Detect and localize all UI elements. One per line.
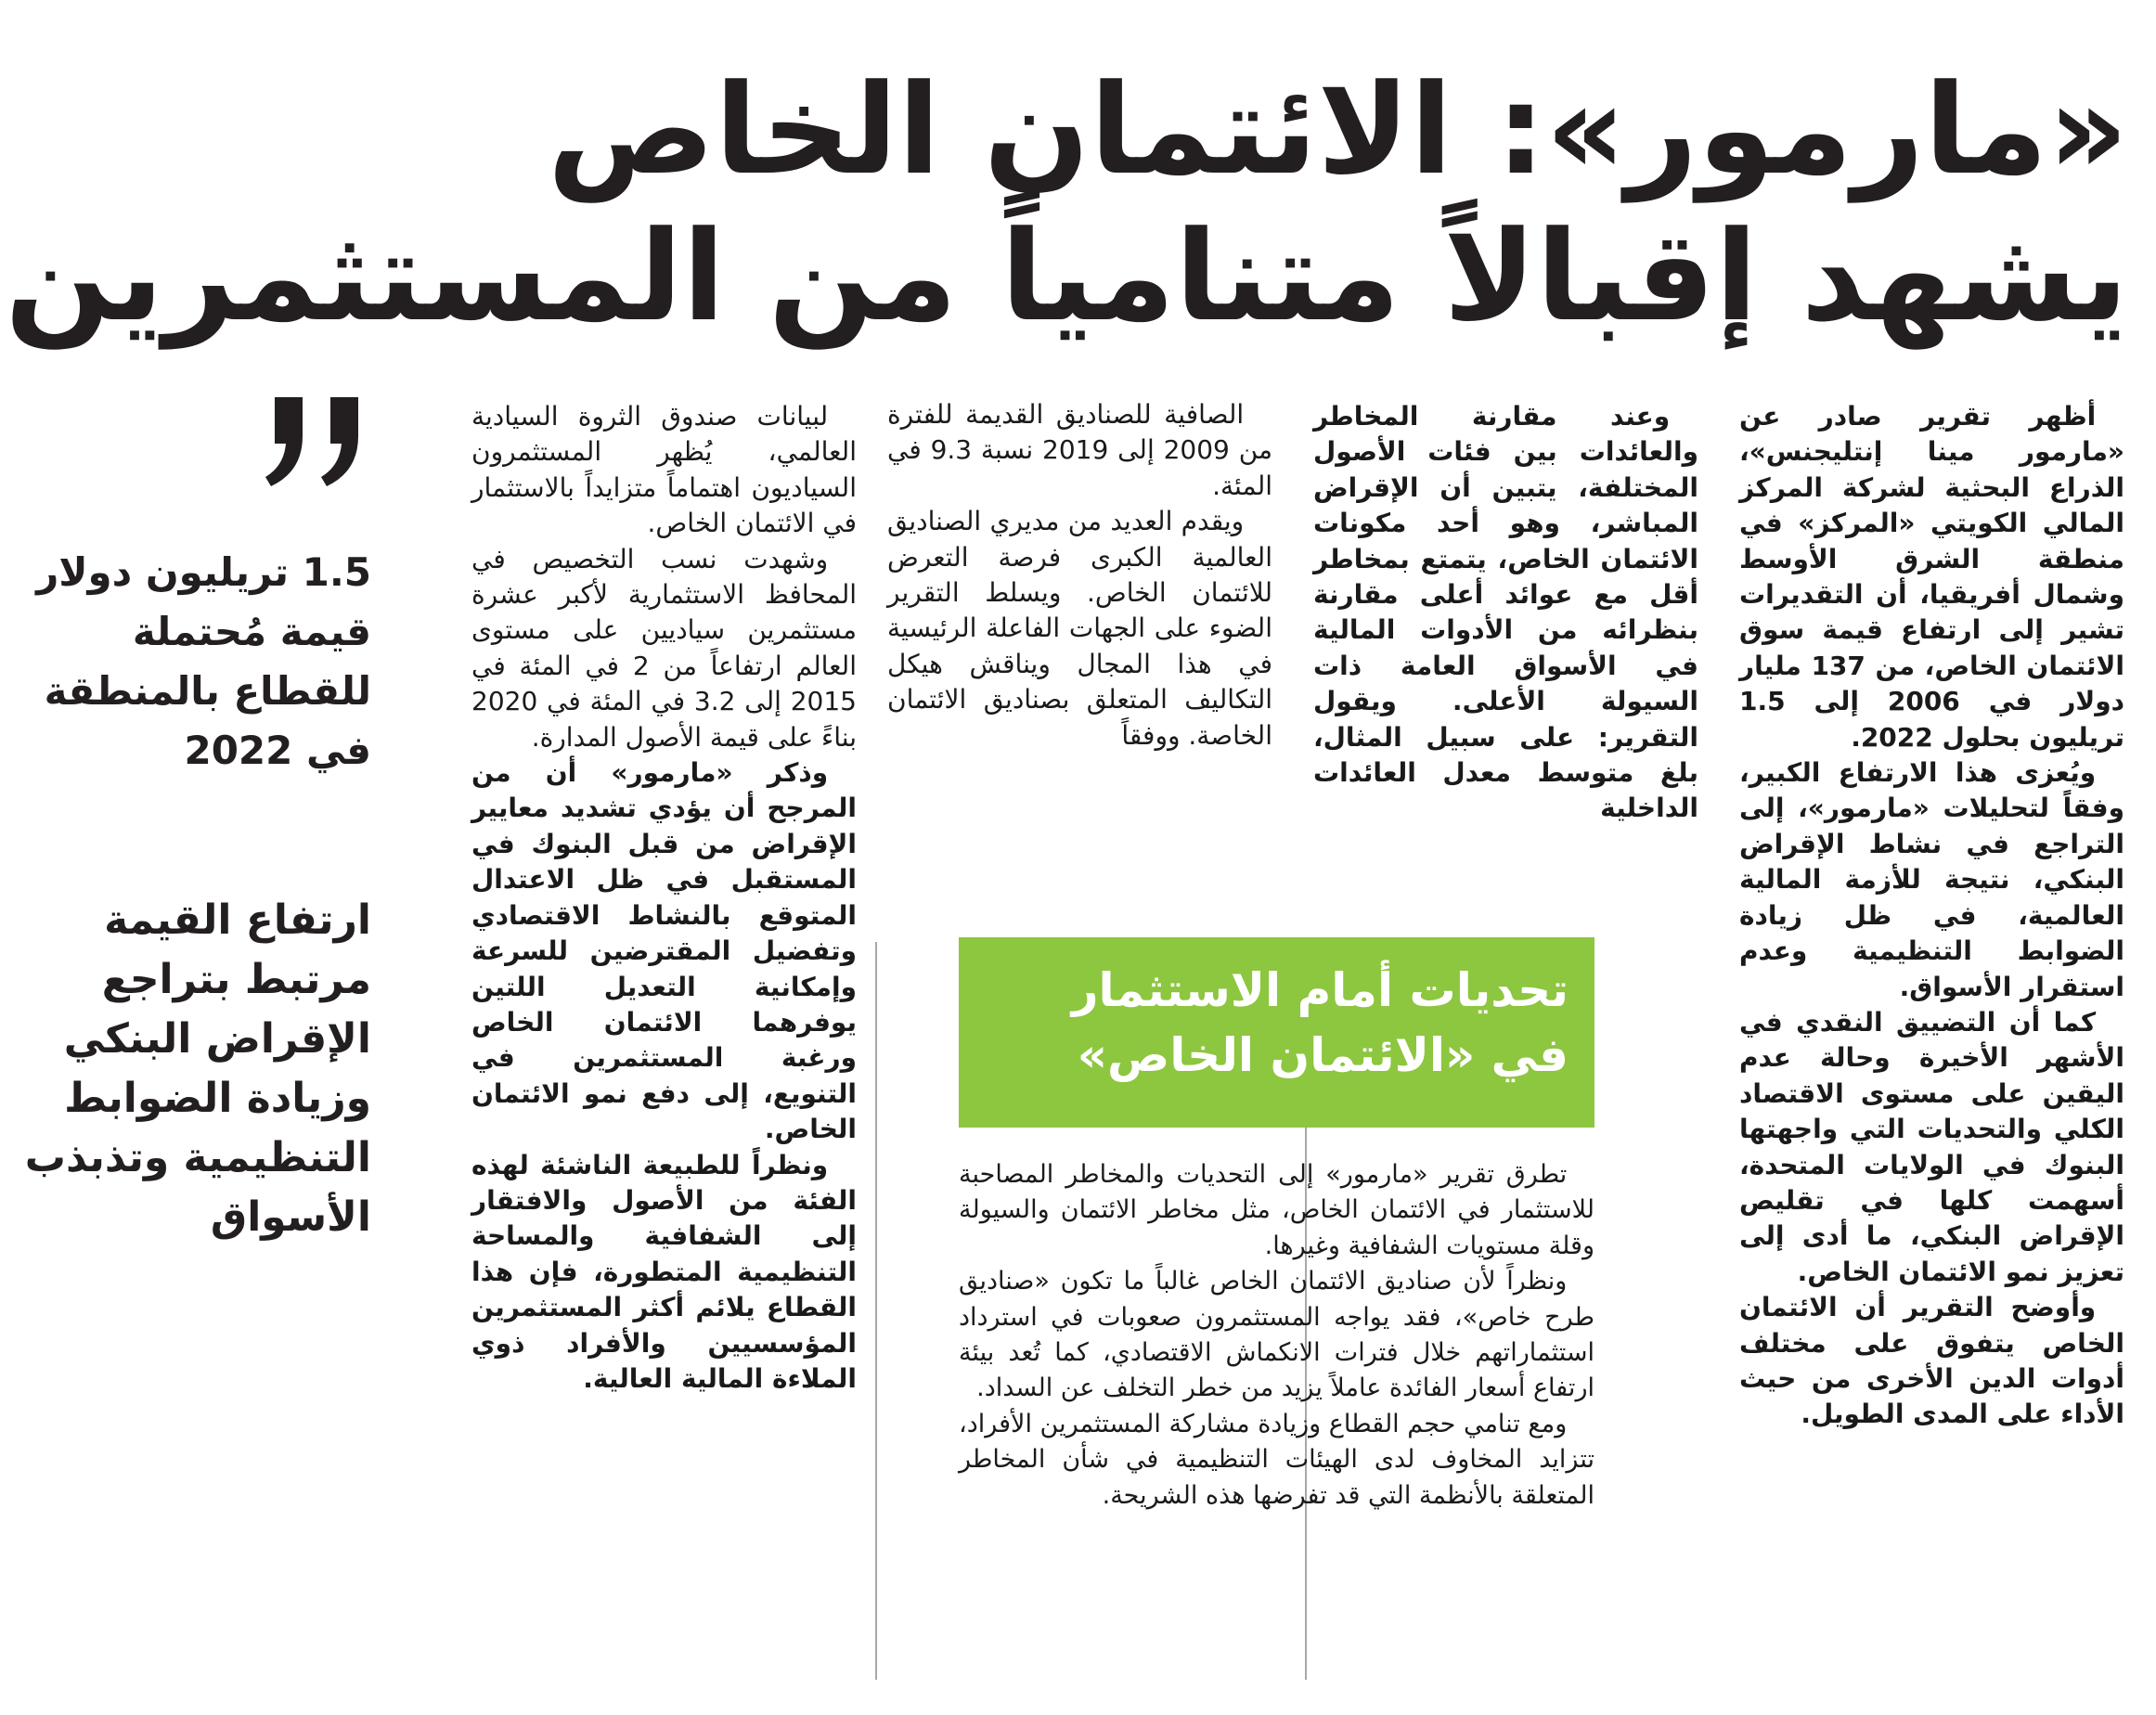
paragraph: ونظراً لأن صناديق الائتمان الخاص غالباً ما تكون «صناديق طرح خاص»، فقد يواجه المستثمرون صعوبات في استرداد استثماراتهم خلال فترات الانكماش الاقتصادي، كما تُعد بيئة ارتفاع أسعار الفائدة عاملاً يزيد من خطر التخلف عن السداد.	[959, 1267, 1594, 1403]
paragraph: ويُعزى هذا الارتفاع الكبير، وفقاً لتحليلات «مارمور»، إلى التراجع في نشاط الإقراض البنكي، نتيجة للأزمة المالية العالمية، في ظل زيادة الضوابط التنظيمية وعدم استقرار الأسواق.	[1739, 757, 2124, 1002]
article-column-4	[471, 399, 857, 1397]
sidebar-box-title	[959, 937, 1594, 1128]
paragraph: وذكر «مارمور» أن من المرجح أن يؤدي تشديد معايير الإقراض من قبل البنوك في المستقبل في ظل الاعتدال المتوقع بالنشاط الاقتصادي وتفضيل المقترضين للسرعة وإمكانية التعديل اللتين يوفرهما الائتمان الخاص ورغبة المستثمرين في التنويع، إلى دفع نمو الائتمان الخاص.	[471, 757, 857, 1145]
sidebar-box-body	[959, 1157, 1594, 1514]
paragraph: وشهدت نسب التخصيص في المحافظ الاستثمارية لأكبر عشرة مستثمرين سياديين على مستوى العالم ارتفاعاً من 2 في المئة في 2015 إلى 3.2 في المئة في 2020 بناءً على قيمة الأصول المدارة.	[471, 543, 857, 753]
column-divider	[875, 942, 877, 1680]
pull-quote-2: ارتفاع القيمة مرتبط بتراجع الإقراض البنكي وزيادة الضوابط التنظيمية وتذبذب الأسواق	[24, 896, 371, 1241]
paragraph: أظهر تقرير صادر عن «مارمور مينا إنتليجنس»، الذراع البحثية لشركة المركز المالي الكويتي «المركز» في منطقة الشرق الأوسط وشمال أفريقيا، أن التقديرات تشير إلى ارتفاع قيمة سوق الائتمان الخاص، من 137 مليار دولار في 2006 إلى 1.5 تريليون بحلول 2022.	[1739, 401, 2125, 753]
article-column-3	[887, 397, 1272, 754]
box-title-line-1: تحديات أمام الاستثمار	[1071, 963, 1569, 1017]
paragraph: وأوضح التقرير أن الائتمان الخاص يتفوق على مختلف أدوات الدين الأخرى من حيث الأداء على المدى الطويل.	[1739, 1292, 2124, 1430]
paragraph: كما أن التضييق النقدي في الأشهر الأخيرة وحالة عدم اليقين على مستوى الاقتصاد الكلي والتحديات التي واجهتها البنوك في الولايات المتحدة، أسهمت كلها في تقليص الإقراض البنكي، ما أدى إلى تعزيز نمو الائتمان الخاص.	[1739, 1006, 2124, 1287]
paragraph: لبيانات صندوق الثروة السيادية العالمي، يُظهر المستثمرون السياديون اهتماماً متزايداً بالاستثمار في الائتمان الخاص.	[471, 401, 857, 539]
headline-line-2: يشهد إقبالاً متنامياً من المستثمرين	[5, 204, 2128, 349]
paragraph: الصافية للصناديق القديمة للفترة من 2009 إلى 2019 نسبة 9.3 في المئة.	[887, 399, 1273, 501]
article-column-2	[1313, 399, 1698, 827]
paragraph: ومع تنامي حجم القطاع وزيادة مشاركة المستثمرين الأفراد، تتزايد المخاوف لدى الهيئات التنظيمية في شأن المخاطر المتعلقة بالأنظمة التي قد تفرضها هذه الشريحة.	[959, 1409, 1594, 1510]
box-title-line-2: في «الائتمان الخاص»	[1077, 1028, 1569, 1082]
paragraph: ويقدم العديد من مديري الصناديق العالمية الكبرى فرصة التعرض للائتمان الخاص. ويسلط التقرير الضوء على الجهات الفاعلة الرئيسية في هذا المجال ويناقش هيكل التكاليف المتعلق بصناديق الائتمان الخاصة. ووفقاً	[887, 506, 1272, 751]
pull-quote-1: 1.5 تريليون دولار قيمة مُحتملة للقطاع بالمنطقة في 2022	[36, 549, 371, 773]
article-column-1	[1739, 399, 2124, 1433]
paragraph: تطرق تقرير «مارمور» إلى التحديات والمخاطر المصاحبة للاستثمار في الائتمان الخاص، مثل مخاطر الائتمان والسيولة وقلة مستويات الشفافية وغيرها.	[959, 1160, 1594, 1260]
headline-line-1: «مارمور»: الائتمان الخاص	[547, 58, 2128, 202]
quotation-mark-icon	[258, 390, 379, 492]
paragraph: وعند مقارنة المخاطر والعائدات بين فئات الأصول المختلفة، يتبين أن الإقراض المباشر، وهو أحد مكونات الائتمان الخاص، يتمتع بمخاطر أقل مع عوائد أعلى مقارنة بنظرائه من الأدوات المالية في الأسواق العامة ذات السيولة الأعلى. ويقول التقرير: على سبيل المثال، بلغ متوسط معدل العائدات الداخلية	[1313, 401, 1698, 824]
paragraph: ونظراً للطبيعة الناشئة لهذه الفئة من الأصول والافتقار إلى الشفافية والمساحة التنظيمية المتطورة، فإن هذا القطاع يلائم أكثر المستثمرين المؤسسيين والأفراد ذوي الملاءة المالية العالية.	[471, 1149, 857, 1394]
